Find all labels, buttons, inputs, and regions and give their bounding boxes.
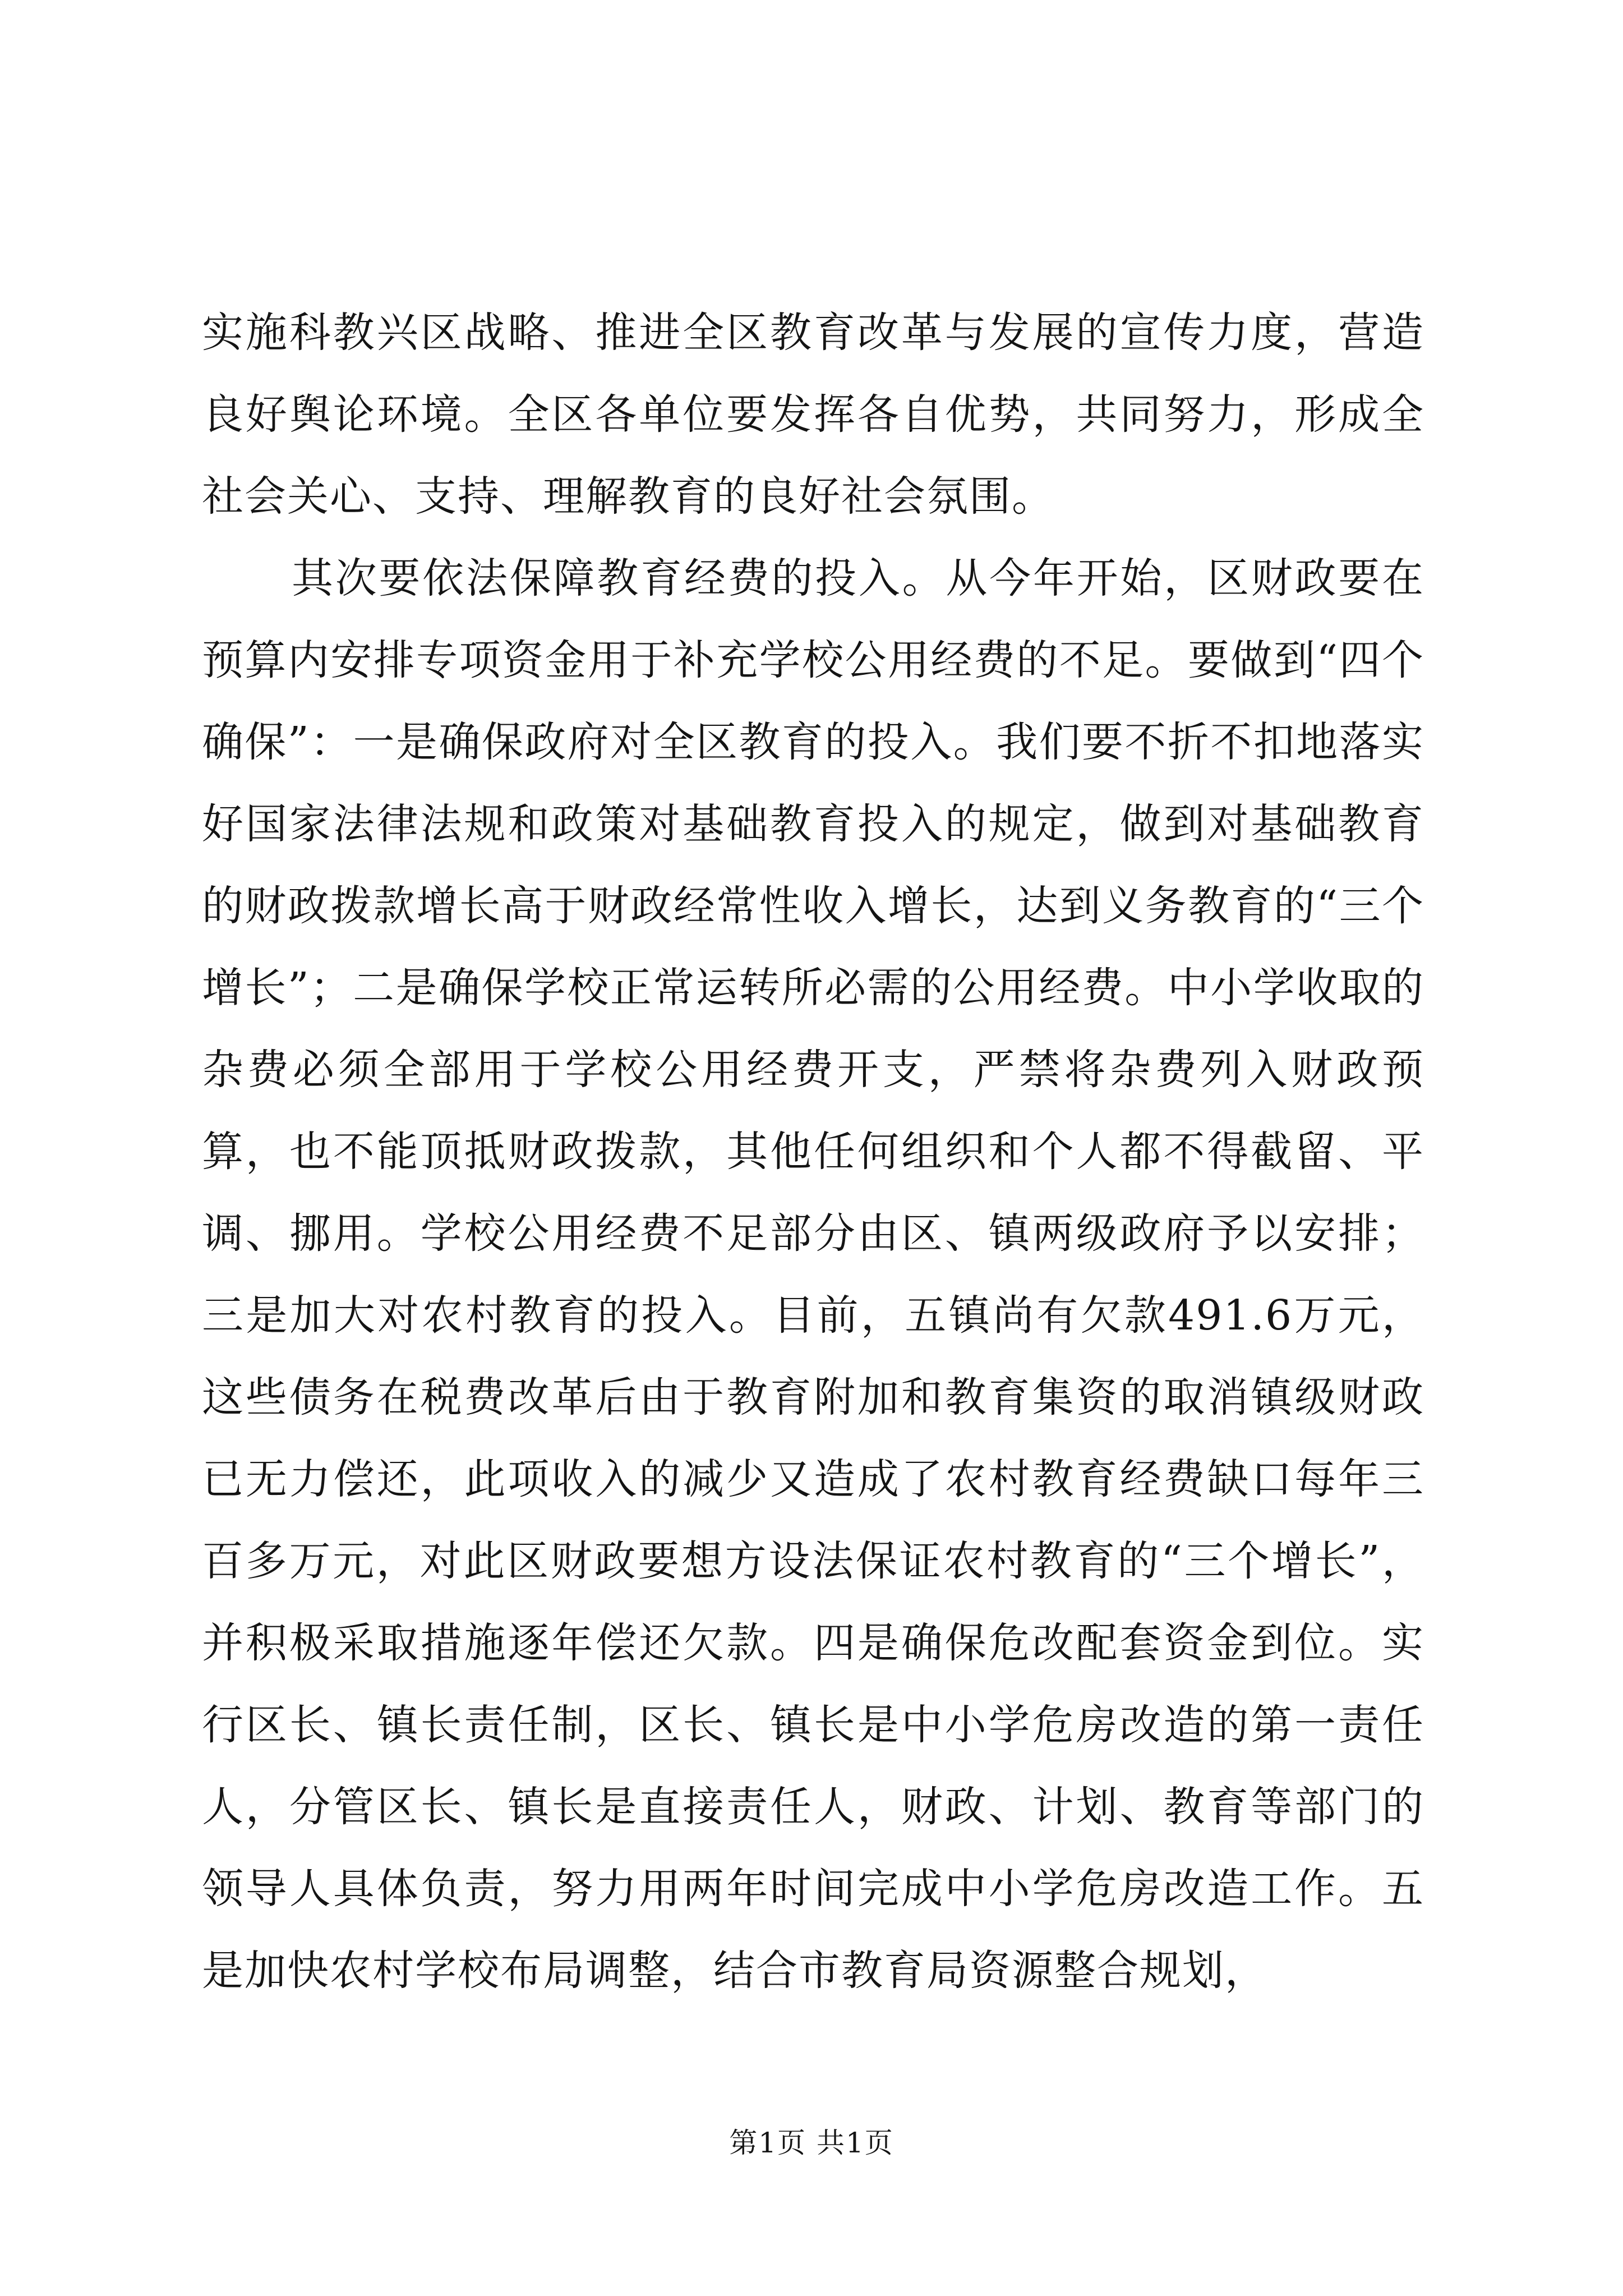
- document-body: [202, 292, 1424, 2012]
- page-footer: 第1页 共1页: [729, 2127, 894, 2159]
- paragraph-continued: 实施科教兴区战略、推进全区教育改革与发展的宣传力度，营造良好舆论环境。全区各单位要发挥各自优势，共同努力，形成全社会关心、支持、理解教育的良好社会氛围。: [202, 309, 1424, 521]
- paragraph-education-funding: 其次要依法保障教育经费的投入。从今年开始，区财政要在预算内安排专项资金用于补充学校公用经费的不足。要做到“四个确保”：一是确保政府对全区教育的投入。我们要不折不扣地落实好国家法律法规和政策对基础教育投入的规定，做到对基础教育的财政拨款增长高于财政经常性收入增长，达到义务教育的“三个增长”；二是确保学校正常运转所必需的公用经费。中小学收取的杂费必须全部用于学校公用经费开支，严禁将杂费列入财政预算，也不能顶抵财政拨款，其他任何组织和个人都不得截留、平调、挪用。学校公用经费不足部分由区、镇两级政府予以安排；三是加大对农村教育的投入。目前，五镇尚有欠款491.6万元，这些债务在税费改革后由于教育附加和教育集资的取消镇级财政已无力偿还，此项收入的减少又造成了农村教育经费缺口每年三百多万元，对此区财政要想方设法保证农村教育的“三个增长”，并积极采取措施逐年偿还欠款。四是确保危改配套资金到位。实行区长、镇长责任制，区长、镇长是中小学危房改造的第一责任人，分管区长、镇长是直接责任人，财政、计划、教育等部门的领导人具体负责，努力用两年时间完成中小学危房改造工作。五是加快农村学校布局调整，结合市教育局资源整合规划，: [202, 554, 1424, 1995]
